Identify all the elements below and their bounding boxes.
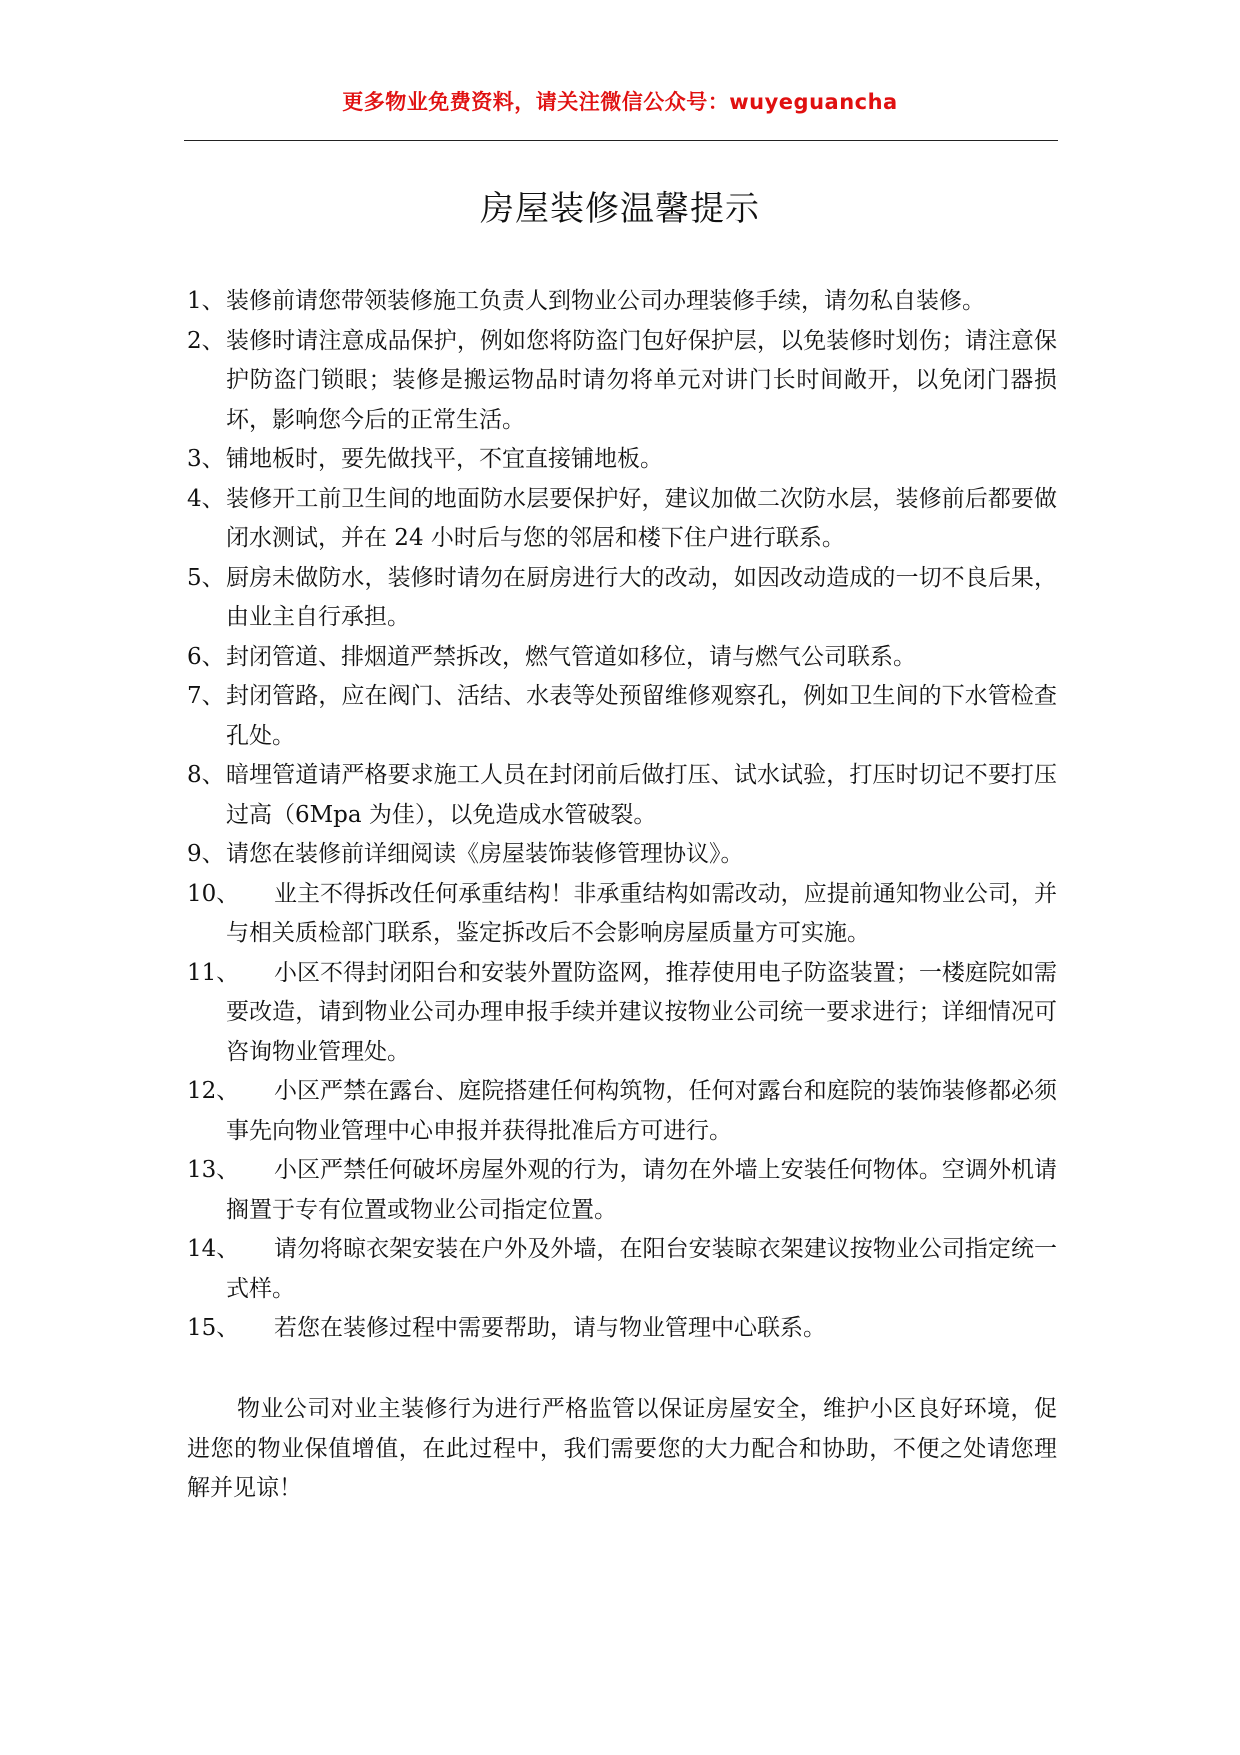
list-item-number: 10、 xyxy=(187,880,240,907)
list-item-number: 9、 xyxy=(187,841,225,867)
list-item-text: 封闭管路，应在阀门、活结、水表等处预留维修观察孔，例如卫生间的下水管检查孔处。 xyxy=(226,683,1057,749)
list-item xyxy=(187,559,1057,638)
list-item-number: 15、 xyxy=(187,1315,240,1341)
list-item-text: 装修前请您带领装修施工负责人到物业公司办理装修手续，请勿私自装修。 xyxy=(226,288,985,314)
page-title: 房屋装修温馨提示 xyxy=(480,188,760,229)
tips-list xyxy=(187,282,1057,1349)
list-item-number: 7、 xyxy=(187,683,225,709)
list-item xyxy=(187,322,1057,441)
list-item xyxy=(187,440,1057,480)
list-item xyxy=(187,954,1057,1073)
list-item-text: 小区不得封闭阳台和安装外置防盗网，推荐使用电子防盗装置；一楼庭院如需要改造，请到物业公司办理申报手续并建议按物业公司统一要求进行；详细情况可咨询物业管理处。 xyxy=(226,959,1057,1065)
list-item-number: 6、 xyxy=(187,643,225,670)
list-item xyxy=(187,835,1057,875)
list-item-number: 13、 xyxy=(187,1157,240,1183)
list-item-number: 2、 xyxy=(187,327,225,354)
list-item-text: 请您在装修前详细阅读《房屋装饰装修管理协议》。 xyxy=(226,841,744,867)
list-item-number: 8、 xyxy=(187,762,225,788)
list-item-number: 1、 xyxy=(187,288,225,314)
list-item-text: 小区严禁在露台、庭院搭建任何构筑物，任何对露台和庭院的装饰装修都必须事先向物业管理中心申报并获得批准后方可进行。 xyxy=(226,1078,1057,1144)
list-item xyxy=(187,638,1057,678)
list-item-text: 若您在装修过程中需要帮助，请与物业管理中心联系。 xyxy=(274,1315,826,1341)
list-item-text: 业主不得拆改任何承重结构！非承重结构如需改动，应提前通知物业公司，并与相关质检部门联系，鉴定拆改后不会影响房屋质量方可实施。 xyxy=(226,880,1057,946)
list-item-text: 小区严禁任何破坏房屋外观的行为，请勿在外墙上安装任何物体。空调外机请搁置于专有位置或物业公司指定位置。 xyxy=(226,1157,1057,1223)
list-item-text: 装修时请注意成品保护，例如您将防盗门包好保护层，以免装修时划伤；请注意保护防盗门锁眼；装修是搬运物品时请勿将单元对讲门长时间敞开，以免闭门器损坏，影响您今后的正常生活。 xyxy=(226,327,1057,433)
list-item xyxy=(187,1151,1057,1230)
list-item-number: 4、 xyxy=(187,485,225,512)
list-item xyxy=(187,282,1057,322)
list-item-text: 厨房未做防水，装修时请勿在厨房进行大的改动，如因改动造成的一切不良后果，由业主自行承担。 xyxy=(226,564,1057,630)
list-item xyxy=(187,677,1057,756)
list-item-number: 14、 xyxy=(187,1236,240,1262)
list-item-text: 暗埋管道请严格要求施工人员在封闭前后做打压、试水试验，打压时切记不要打压过高（6Mpa 为佳），以免造成水管破裂。 xyxy=(226,762,1057,828)
list-item-number: 5、 xyxy=(187,564,225,591)
header-divider xyxy=(184,140,1058,141)
list-item xyxy=(187,1072,1057,1151)
list-item-number: 12、 xyxy=(187,1078,240,1104)
list-item xyxy=(187,756,1057,835)
list-item-text: 封闭管道、排烟道严禁拆改，燃气管道如移位，请与燃气公司联系。 xyxy=(226,643,916,670)
list-item-text: 铺地板时，要先做找平，不宜直接铺地板。 xyxy=(226,446,663,472)
closing-paragraph: 物业公司对业主装修行为进行严格监管以保证房屋安全，维护小区良好环境，促进您的物业保值增值，在此过程中，我们需要您的大力配合和协助，不便之处请您理解并见谅！ xyxy=(187,1396,1057,1501)
list-item-number: 11、 xyxy=(187,959,240,986)
list-item xyxy=(187,875,1057,954)
list-item-text: 请勿将晾衣架安装在户外及外墙，在阳台安装晾衣架建议按物业公司指定统一式样。 xyxy=(226,1236,1057,1302)
list-item xyxy=(187,1309,1057,1349)
header-promo-note: 更多物业免费资料，请关注微信公众号：wuyeguancha xyxy=(342,90,898,114)
list-item-text: 装修开工前卫生间的地面防水层要保护好，建议加做二次防水层，装修前后都要做闭水测试，并在 24 小时后与您的邻居和楼下住户进行联系。 xyxy=(226,485,1057,551)
list-item-number: 3、 xyxy=(187,446,225,472)
list-item xyxy=(187,480,1057,559)
list-item xyxy=(187,1230,1057,1309)
